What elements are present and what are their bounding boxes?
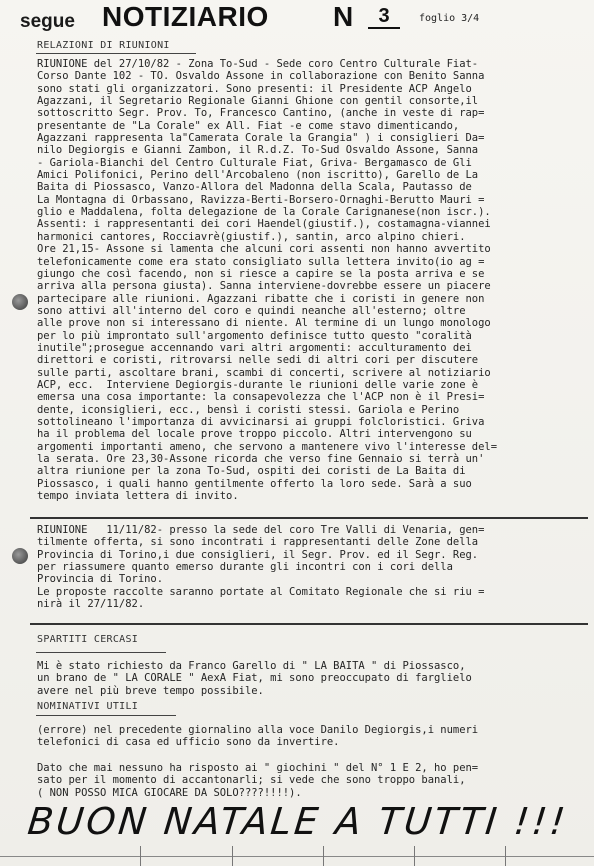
text-line: sottolineano l'importanza di avvicinarsi ai gruppi folcloristici. Griva <box>37 415 485 428</box>
header-segue: segue <box>20 11 75 32</box>
header-title: NOTIZIARIO <box>102 1 269 32</box>
binder-hole <box>12 294 28 310</box>
text-line: argomenti importanti ameno, che servono a mantenere vivo l'interesse del= <box>37 440 498 453</box>
text-line: giungo che così facendo, non si riesce a capire se la posta arriva e se <box>37 267 485 280</box>
text-line: Provincia di Torino,i due consiglieri, il Segr. Prov. ed il Segr. Reg. <box>37 548 479 561</box>
section-underline <box>36 715 176 716</box>
text-line: Le proposte raccolte saranno portate al Comitato Regionale che si riu = <box>37 585 485 598</box>
text-line: Agazzani, il Segretario Regionale Gianni Ghione con gentil consorte,il <box>37 95 479 108</box>
paragraph-riunione-27-10 <box>37 58 497 502</box>
paragraph-giochini <box>37 762 478 799</box>
text-line: un brano de " LA CORALE " AexA Fiat, mi sono preoccupato di farglielo <box>37 672 472 685</box>
text-line: harmonici cantores, Rocciavrè(giustif.), santin, arco alpino chieri. <box>37 230 466 243</box>
text-line: direttori e coristi, ritrovarsi nelle sedi di altri cori per discutere <box>37 354 479 367</box>
text-line: ( NON POSSO MICA GIOCARE DA SOLO????!!!!). <box>37 786 302 799</box>
footer-greeting: BUON NATALE A TUTTI !!! <box>25 800 570 843</box>
text-line: Ore 21,15- Assone si lamenta che alcuni cori assenti non hanno avvertito <box>37 243 491 256</box>
text-line: Assenti: i rappresentanti dei cori Haendel(giustif.), costamagna-viannei <box>37 218 491 231</box>
paragraph-spartiti <box>37 660 472 697</box>
text-line: Amici Polifonici, Perino dell'Arcobaleno (non iscritto), Garello de La <box>37 169 479 182</box>
text-line: Provincia di Torino. <box>37 573 164 586</box>
text-line: arriva alla persona giusta). Sanna interviene-dovrebbe essere un piacere <box>37 280 491 293</box>
text-line: per lo più improntato sull'argomento definisce tutto questo "coralità <box>37 329 472 342</box>
text-line: dente, iconsiglieri, ecc., bensì i coristi stessi. Gariola e Perino <box>37 403 460 416</box>
text-line: tilmente offerta, si sono incontrati i rappresentanti delle Zone della <box>37 536 479 549</box>
text-line: sottoscritto Segr. Prov. To, Francesco Cantino, (anche in veste di rap= <box>37 107 485 120</box>
text-line: RIUNIONE 11/11/82- presso la sede del coro Tre Valli di Venaria, gen= <box>37 524 485 536</box>
text-line: Baita di Piossasco, Vanzo-Allora del Madonna della Scala, Pautasso de <box>37 181 472 194</box>
text-line: ACP, ecc. Interviene Degiorgis-durante le riunioni delle varie zone è <box>37 378 479 391</box>
text-line: La Montagna di Orbassano, Ravizza-Berti-Borsero-Ornaghi-Berutto Mauri = <box>37 193 485 206</box>
text-line: alle prove non si interessano di niente. Al termine di un lungo monologo <box>37 317 491 330</box>
text-line: Mi è stato richiesto da Franco Garello di " LA BAITA " di Piossasco, <box>37 660 466 672</box>
text-line: (errore) nel precedente giornalino alla voce Danilo Degiorgis,i numeri <box>37 724 479 736</box>
text-line: Agazzani rappresenta la"Camerata Corale la Grangia" ) i consiglieri Da= <box>37 132 485 145</box>
section-title-nominativi: NOMINATIVI UTILI <box>37 701 139 712</box>
text-line: Dato che mai nessuno ha risposto ai " giochini " del N° 1 E 2, ho pen= <box>37 762 479 774</box>
text-line: presentante de "La Corale" ex All. Fiat -e come stavo dimenticando, <box>37 119 460 132</box>
text-line: sono attivi all'interno del coro e quindi neanche all'esterno; oltre <box>37 304 466 317</box>
issue-number: 3 <box>368 5 400 29</box>
text-line: ha il problema del locale prove troppo piccolo. Altri intervengono su <box>37 428 472 441</box>
text-line: nirà il 27/11/82. <box>37 598 145 611</box>
section-underline <box>36 53 196 54</box>
section-underline <box>36 652 166 653</box>
section-divider <box>30 623 588 625</box>
text-line: nilo Degiorgis e Gianni Zambon, il R.d.Z. To-Sud Osvaldo Assone, Sanna <box>37 144 479 157</box>
text-line: emersa una cosa importante: la consapevolezza che l'ACP non è il Presi= <box>37 391 485 404</box>
text-line: inutile";prosegue accennando vari altri argomenti: acculturamento dei <box>37 341 472 354</box>
text-line: partecipare alle riunioni. Agazzani ribatte che i coristi in genere non <box>37 292 485 305</box>
text-line: RIUNIONE del 27/10/82 - Zona To-Sud - Sede coro Centro Culturale Fiat- <box>37 58 479 70</box>
section-title-relazioni: RELAZIONI DI RIUNIONI <box>37 40 170 51</box>
text-line: avere nel più breve tempo possibile. <box>37 684 264 697</box>
text-line: sono stati gli organizzatori. Sono presenti: il Presidente ACP Angelo <box>37 82 472 95</box>
paragraph-riunione-11-11 <box>37 524 484 610</box>
bottom-grid-lines <box>0 846 594 866</box>
binder-hole <box>12 548 28 564</box>
text-line: Piossasco, i quali hanno gentilmente offerto la loro sede. Sarà a suo <box>37 477 472 490</box>
text-line: telefonici di casa ed ufficio sono da invertire. <box>37 736 340 749</box>
page-header <box>20 2 580 34</box>
sheet-number: foglio 3/4 <box>419 13 480 24</box>
text-line: glio e Maddalena, folta delegazione de la Corale Carignanese(non iscr.). <box>37 206 491 219</box>
text-line: altra riunione per la zona To-Sud, ospiti dei coristi de La Baita di <box>37 465 466 478</box>
text-line: telefonicamente come era stato consigliato sulla lettera invito(io ag = <box>37 255 485 268</box>
section-title-spartiti: SPARTITI CERCASI <box>37 634 139 645</box>
header-n-label: N <box>333 1 354 32</box>
text-line: per riassumere quanto emerso durante gli incontri con i cori della <box>37 561 453 574</box>
text-line: la serata. Ore 23,30-Assone ricorda che verso fine Gennaio si terrà un' <box>37 453 485 465</box>
paragraph-nominativi <box>37 724 478 749</box>
text-line: Corso Dante 102 - TO. Osvaldo Assone in collaborazione con Benito Sanna <box>37 70 485 83</box>
text-line: sato per il momento di accantonarli; si vede che sono troppo banali, <box>37 774 466 787</box>
text-line: - Gariola-Bianchi del Centro Culturale Fiat, Griva- Bergamasco de Gli <box>37 156 472 169</box>
section-divider <box>30 517 588 519</box>
text-line: sulle parti, ascoltare brani, scambi di concerti, scrivere al notiziario <box>37 366 491 379</box>
text-line: tempo inviata lettera di invito. <box>37 490 239 503</box>
